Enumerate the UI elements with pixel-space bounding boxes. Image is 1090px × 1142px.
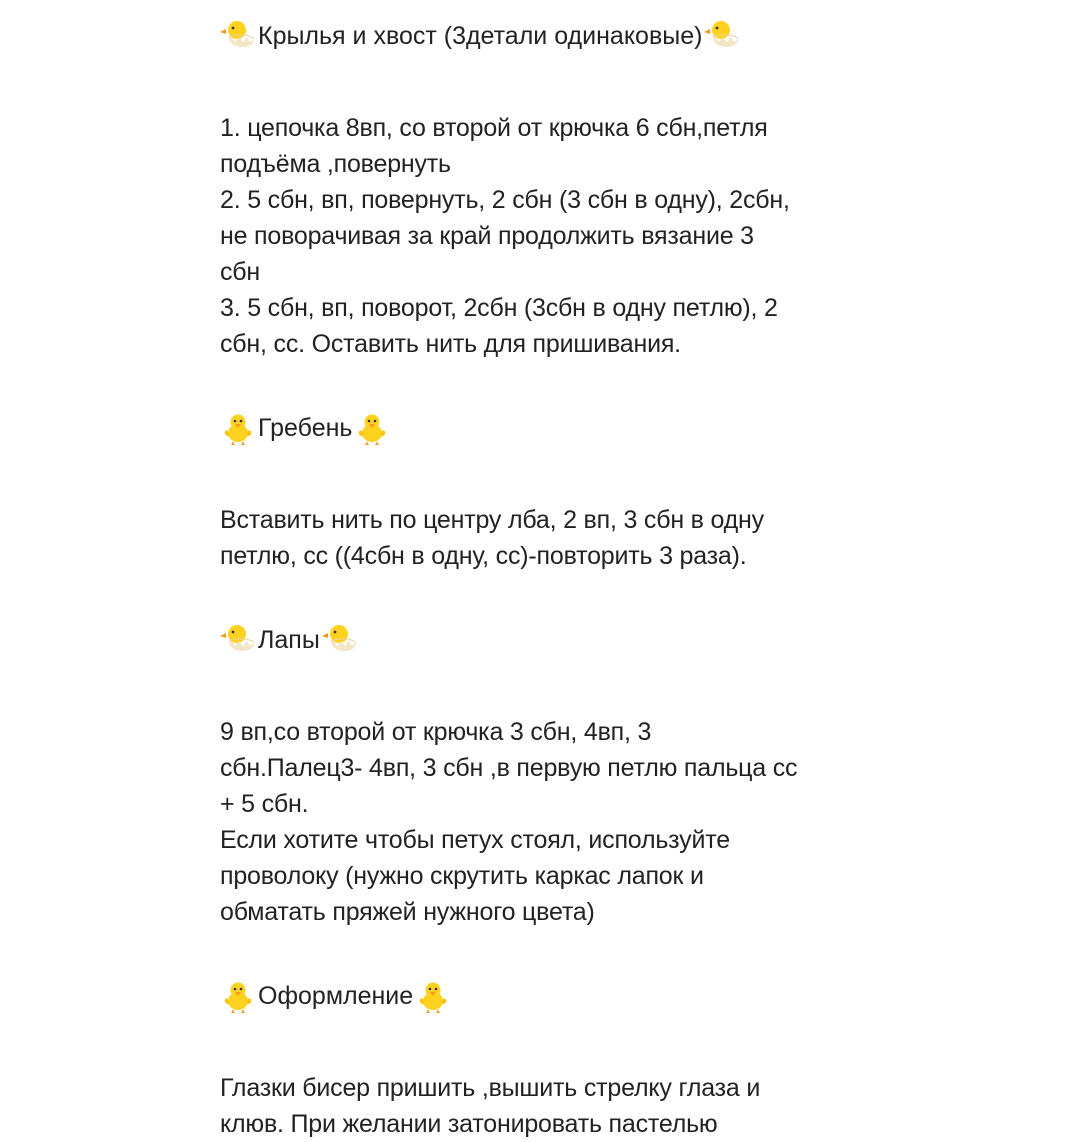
hatching-chick-icon	[220, 19, 256, 53]
document	[220, 14, 880, 1142]
text-line: + 5 сбн.	[220, 790, 309, 818]
section-heading-comb	[220, 406, 880, 450]
text-line: Если хотите чтобы петух стоял, используйте	[220, 826, 730, 854]
text-line: сбн.Палец3- 4вп, 3 сбн ,в первую петлю пальца сс	[220, 754, 798, 782]
text-line: обматать пряжей нужного цвета)	[220, 898, 595, 926]
baby-chick-icon	[354, 411, 390, 445]
text-line: 3. 5 сбн, вп, поворот, 2сбн (3сбн в одну петлю), 2	[220, 294, 778, 322]
text-line: Вставить нить по центру лба, 2 вп, 3 сбн в одну	[220, 506, 764, 534]
text-line: сбн, сс. Оставить нить для пришивания.	[220, 330, 681, 358]
text-line: сбн	[220, 258, 261, 286]
paragraph-finishing	[220, 1070, 880, 1142]
heading-text: Крылья и хвост (3детали одинаковые)	[258, 22, 703, 50]
text-line: клюв. При желании затонировать пастелью	[220, 1110, 718, 1138]
heading-text: Гребень	[258, 414, 353, 442]
baby-chick-icon	[415, 979, 451, 1013]
paragraph-comb	[220, 502, 880, 574]
heading-text: Лапы	[258, 626, 320, 654]
baby-chick-icon	[220, 411, 256, 445]
hatching-chick-icon	[220, 623, 256, 657]
hatching-chick-icon	[322, 623, 358, 657]
text-line: Глазки бисер пришить ,вышить стрелку глаза и	[220, 1074, 761, 1102]
text-line: петлю, сс ((4сбн в одну, сс)-повторить 3 раза).	[220, 542, 747, 570]
baby-chick-icon	[220, 979, 256, 1013]
hatching-chick-icon	[704, 19, 740, 53]
section-heading-finishing	[220, 974, 880, 1018]
text-line: 9 вп,со второй от крючка 3 сбн, 4вп, 3	[220, 718, 652, 746]
text-line: подъёма ,повернуть	[220, 150, 451, 178]
paragraph-wings-tail	[220, 110, 880, 362]
text-line: 2. 5 сбн, вп, повернуть, 2 сбн (3 сбн в одну), 2сбн,	[220, 186, 790, 214]
section-heading-wings-tail	[220, 14, 880, 58]
text-line: проволоку (нужно скрутить каркас лапок и	[220, 862, 704, 890]
text-line: 1. цепочка 8вп, со второй от крючка 6 сбн,петля	[220, 114, 768, 142]
paragraph-feet	[220, 714, 880, 930]
text-line: не поворачивая за край продолжить вязание 3	[220, 222, 754, 250]
heading-text: Оформление	[258, 982, 414, 1010]
section-heading-feet	[220, 618, 880, 662]
